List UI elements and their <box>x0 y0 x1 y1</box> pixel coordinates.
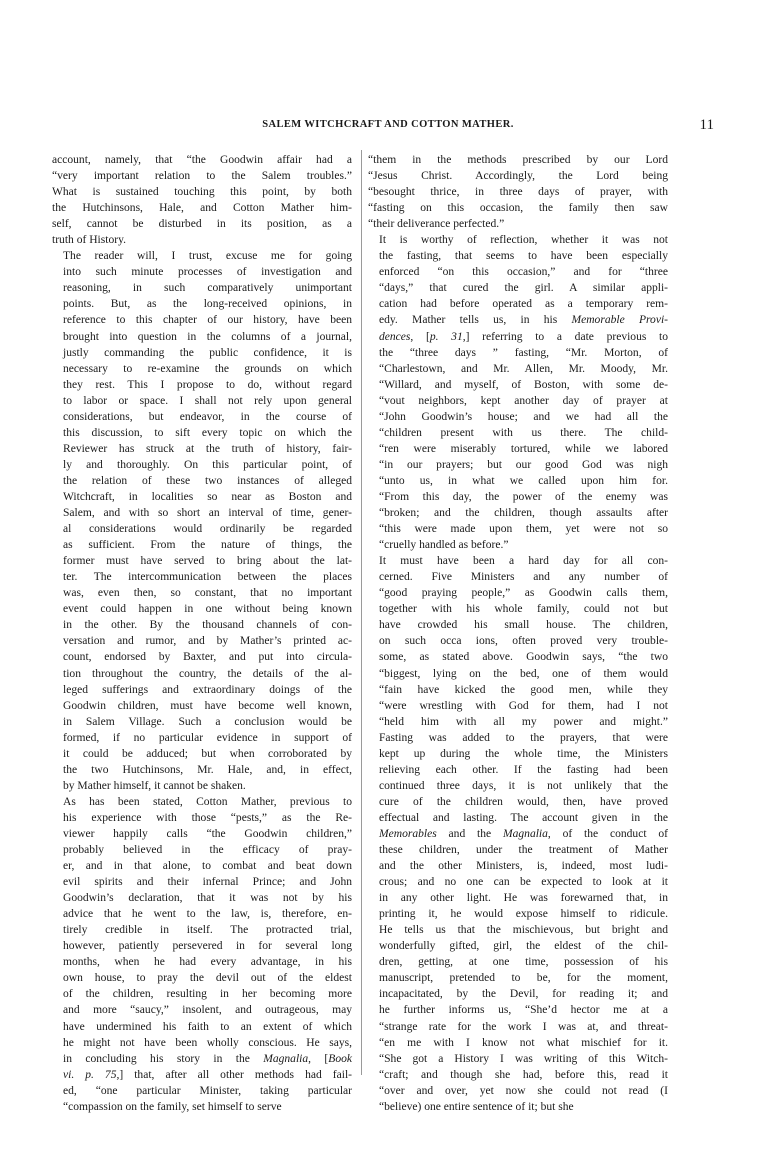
text-line: reasoning, in such comparatively unimportant <box>63 282 352 295</box>
text-line: “craft; and though she had, before this, read it <box>379 1068 668 1081</box>
text-line: and more “saucy,” insolent, and outrageous, may <box>63 1004 352 1017</box>
text-line: however, patiently persevered in for several long <box>63 940 352 953</box>
paragraph <box>52 152 352 248</box>
text-line: “en me with I know not what mischief for it. <box>379 1036 668 1049</box>
text-line: he further informs us, “She’d hector me at a <box>379 1004 668 1017</box>
text-line: What is sustained touching this point, by both <box>52 186 352 199</box>
text-line: ter. The intercommunication between the places <box>63 571 352 584</box>
paragraph <box>368 152 668 232</box>
text-line: event could happen in one without being known <box>63 603 352 616</box>
text-line: Goodwin’s declaration, that it was not by his <box>63 892 352 905</box>
text-line: of the children, resulting in her becoming more <box>63 988 352 1001</box>
text-line: versation and rumor, and by Mather’s printed ac- <box>63 635 352 648</box>
text-line: cerned. Five Ministers and any number of <box>379 571 668 584</box>
text-line: on such occa ions, often proved very trouble- <box>379 635 668 648</box>
text-line: edy. Mather tells us, in his Memorable Provi- <box>379 314 669 327</box>
running-title: SALEM WITCHCRAFT AND COTTON MATHER. <box>262 119 514 130</box>
text-line: “were wrestling with God for them, had I not <box>379 699 668 712</box>
text-line: “believe) one entire sentence of it; but she <box>379 1100 574 1113</box>
text-line: points. But, as the long-received opinions, in <box>63 298 352 311</box>
text-line: “this were made upon them, yet were not so <box>379 523 668 536</box>
text-line: these children, under the treatment of Mather <box>379 844 668 857</box>
text-line: “over and over, yet now she could not read (I <box>379 1084 668 1097</box>
text-line: he might not have been wholly conscious. He says, <box>63 1036 352 1049</box>
paragraph <box>52 794 352 1115</box>
text-line: The reader will, I trust, excuse me for going <box>63 250 352 263</box>
text-line: it could be adduced; but when corroborated by <box>63 747 352 760</box>
text-line: “in our prayers; but our good God was nigh <box>379 458 668 471</box>
text-line: “their deliverance perfected.” <box>368 218 505 231</box>
text-line: effectual and lasting. The account given in the <box>379 811 668 824</box>
text-line: “children present with us there. The child- <box>379 426 668 439</box>
text-line: relieving each other. If the fasting had been <box>379 763 668 776</box>
text-line: “Willard, and myself, of Boston, with some de- <box>379 378 668 391</box>
text-line: Witchcraft, in localities so near as Boston and <box>63 490 352 503</box>
text-line: tion throughout the country, the details of the al- <box>63 667 352 680</box>
text-line: necessary to re-examine the grounds on which <box>63 362 352 375</box>
text-line: into such minute processes of investigation and <box>63 266 352 279</box>
text-line: “them in the methods prescribed by our Lord <box>368 154 668 166</box>
left-column <box>52 152 352 1115</box>
text-line: justly commanding the public confidence, it is <box>63 346 352 359</box>
text-line: leged sufferings and extraordinary doings of the <box>63 683 352 696</box>
text-line: brought into question in the columns of a journal, <box>63 330 352 343</box>
column-divider <box>361 150 362 1075</box>
text-line: probably believed in the efficacy of pray- <box>63 844 352 857</box>
paragraph <box>368 232 668 553</box>
text-line: ly and thoroughly. On this particular point, of <box>63 458 352 471</box>
text-line: in concluding his story in the Magnalia, [Book <box>63 1052 352 1065</box>
right-column <box>368 152 668 1115</box>
text-line: tirely credible in itself. The protracted trial, <box>63 924 352 937</box>
text-line: some, as stated above. Goodwin says, “the two <box>379 651 668 664</box>
text-line: the relation of these two instances of alleged <box>63 474 352 487</box>
text-line: vi. p. 75,] that, after all other methods had fail- <box>63 1068 352 1081</box>
text-line: “vout neighbors, kept another day of prayer at <box>379 394 668 407</box>
text-line: his experience with those “pests,” as the Re- <box>63 811 352 824</box>
text-line: the two Hutchinsons, Mr. Hale, and, in effect, <box>63 763 352 776</box>
text-line: “fasting on this occasion, the family then saw <box>368 202 668 215</box>
text-line: count, endorsed by Baxter, and put into circula- <box>63 651 352 664</box>
text-line: Reviewer has struck at the truth of history, fair- <box>63 442 352 455</box>
text-line: As has been stated, Cotton Mather, previous to <box>63 795 352 808</box>
text-line: al considerations would ordinarily be regarded <box>63 523 352 536</box>
text-line: Salem, and with so short an interval of time, gener- <box>63 507 352 520</box>
text-line: “She got a History I was writing of this Witch- <box>379 1052 668 1065</box>
text-line: It is worthy of reflection, whether it was not <box>379 234 668 247</box>
text-line: viewer happily calls “the Goodwin children,” <box>63 827 352 840</box>
text-line: Goodwin children, must have become well known, <box>63 699 352 712</box>
text-line: He tells us that the mischievous, but bright and <box>379 924 668 937</box>
text-line: “days,” that cured the girl. A similar appli- <box>379 282 668 295</box>
text-line: the fasting, that seems to have been especially <box>379 250 668 263</box>
text-line: “From this day, the power of the enemy was <box>379 490 668 503</box>
text-line: “held him with all my power and might.” <box>379 715 668 728</box>
text-line: they rest. This I propose to do, without regard <box>63 378 352 391</box>
text-line: “biggest, lying on the bed, one of them would <box>379 667 668 680</box>
text-line: dren, getting, at one time, possession of his <box>379 956 668 969</box>
text-line: have undermined his faith to an extent of which <box>63 1020 352 1033</box>
text-line: former must have served to bring about the lat- <box>63 555 352 568</box>
text-line: It must have been a hard day for all con- <box>379 555 668 568</box>
text-line: formed, if no particular evidence in support of <box>63 731 352 744</box>
text-line: considerations, but endeavor, in the course of <box>63 410 352 423</box>
text-line: “Jesus Christ. Accordingly, the Lord being <box>368 170 668 183</box>
text-line: in the other. By the thousand channels of con- <box>63 619 352 632</box>
text-line: “good praying people,” as Goodwin calls them, <box>379 587 668 600</box>
text-line: continued three days, it is not unlikely that the <box>379 779 668 792</box>
text-line: was, even then, so constant, that no important <box>63 587 352 600</box>
text-line: reference to this chapter of our history, have been <box>63 314 352 327</box>
text-line: “besought thrice, in three days of prayer, with <box>368 186 668 199</box>
text-line: in any other light. He was forewarned that, in <box>379 892 668 905</box>
paragraph <box>368 553 668 1115</box>
text-line: the “three days ” fasting, “Mr. Morton, of <box>379 346 668 359</box>
text-line: this discussion, to sift every topic on which the <box>63 426 352 439</box>
text-line: crous; and no one can be expected to look at it <box>379 876 668 889</box>
text-line: truth of History. <box>52 234 126 247</box>
text-line: “fain have kicked the good men, while they <box>379 683 668 696</box>
text-line: account, namely, that “the Goodwin affair had a <box>52 154 352 166</box>
text-line: Memorables and the Magnalia, of the conduct of <box>379 827 668 840</box>
text-line: wonderfully gifted, girl, the eldest of the chil- <box>379 940 668 953</box>
text-line: months, when he had every advantage, in his <box>63 956 352 969</box>
text-line: er, and in that alone, to combat and beat down <box>63 860 352 873</box>
text-line: advice that he went to the law, is, therefore, en- <box>63 908 352 921</box>
text-line: dences, [p. 31,] referring to a date previous to <box>379 330 669 343</box>
text-line: kept up during the whole time, the Ministers <box>379 747 668 760</box>
text-line: enforced “on this occasion,” and for “three <box>379 266 668 279</box>
text-line: printing it, he would expose himself to ridicule. <box>379 908 668 921</box>
text-line: “John Goodwin’s house; and we had all the <box>379 410 668 423</box>
running-head <box>0 117 776 137</box>
text-line: “Charlestown, and Mr. Allen, Mr. Moody, Mr. <box>379 362 668 375</box>
text-line: together with his whole family, could not but <box>379 603 668 616</box>
text-line: to labor or space. I shall not rely upon general <box>63 394 352 407</box>
text-line: by Mather himself, it cannot be shaken. <box>63 779 246 792</box>
text-line: manuscript, pretended to be, for the moment, <box>379 972 668 985</box>
text-line: the Hutchinsons, Hale, and Cotton Mather him- <box>52 202 352 215</box>
text-line: ed, “one particular Minister, taking particular <box>63 1084 352 1097</box>
text-line: “very important relation to the Salem troubles.” <box>52 170 352 183</box>
text-line: “cruelly handled as before.” <box>379 539 509 552</box>
text-line: evil spirits and their infernal Prince; and John <box>63 876 352 889</box>
text-line: “unto us, in what we called upon him for. <box>379 474 668 487</box>
text-line: have crowded his small house. The children, <box>379 619 668 632</box>
text-line: “ren were miserably tortured, while we labored <box>379 442 668 455</box>
text-line: and the other Ministers, is, indeed, most ludi- <box>379 860 668 873</box>
text-line: in Salem Village. Such a conclusion would be <box>63 715 352 728</box>
page-number: 11 <box>699 117 714 133</box>
paragraph <box>52 248 352 794</box>
text-line: “compassion on the family, set himself to serve <box>63 1100 282 1113</box>
text-line: own house, to pray the devil out of the eldest <box>63 972 352 985</box>
text-line: “broken; and the children, though assaults after <box>379 507 668 520</box>
text-line: cure of the children would, then, have proved <box>379 795 668 808</box>
text-line: incapacitated, by the Devil, for reading it; and <box>379 988 668 1001</box>
text-line: self, cannot be disturbed in its position, as a <box>52 218 352 231</box>
text-line: Fasting was added to the prayers, that were <box>379 731 668 744</box>
text-line: cation had before operated as a temporary rem- <box>379 298 668 311</box>
text-line: “strange rate for the work I was at, and threat- <box>379 1020 668 1033</box>
text-line: as sufficient. From the nature of things, the <box>63 539 352 552</box>
